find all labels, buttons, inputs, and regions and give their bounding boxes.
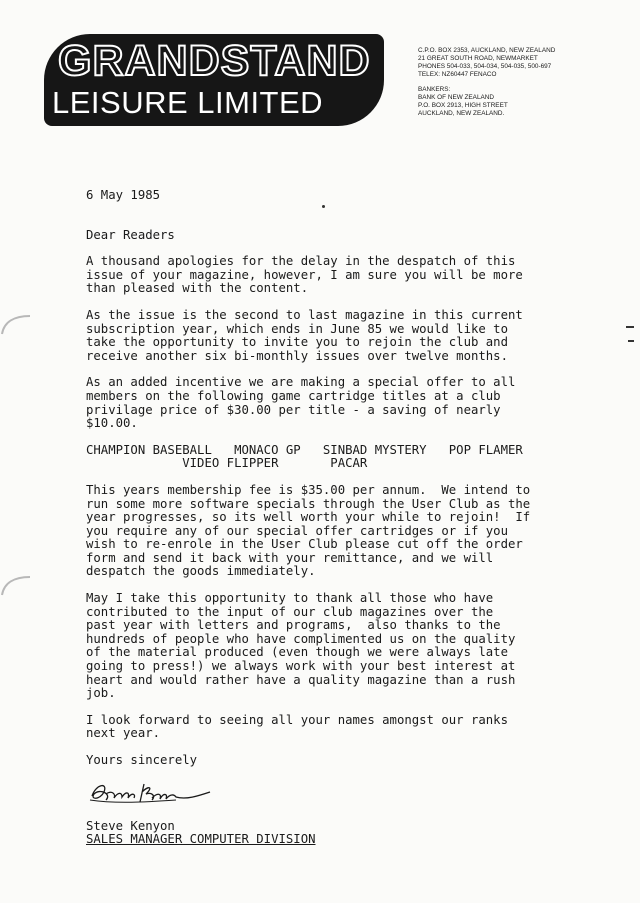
company-address (418, 47, 628, 118)
address-line: PHONES 504-033, 504-034, 504-035, 500-697 (418, 63, 552, 70)
binder-hole-mark (0, 312, 30, 336)
signer-title: SALES MANAGER COMPUTER DIVISION (86, 832, 316, 847)
company-logo (44, 34, 384, 126)
logo-brand-bottom: LEISURE LIMITED (52, 85, 324, 120)
letter-date: 6 May 1985 (86, 188, 161, 202)
paragraph-look-forward: I look forward to seeing all your names amongst our ranks next year. (86, 712, 508, 741)
paragraph-rejoin: As the issue is the second to last magazine in this current subscription year, which ends in June 85 we would like to take the opportunity to invite you to rejoin the club and receive another six bi-monthly issues over twelve months. (86, 307, 523, 363)
salutation: Dear Readers (86, 227, 175, 242)
handwritten-signature (86, 770, 586, 816)
binder-hole-mark (0, 573, 30, 597)
scan-speck (628, 340, 634, 342)
scan-speck (322, 205, 325, 208)
address-line: TELEX: NZ60447 FENACO (418, 71, 497, 78)
banker-line: BANKERS: (418, 86, 451, 93)
paragraph-offer: As an added incentive we are making a special offer to all members on the following game cartridge titles at a club privilage price of $30.00 per title - a saving of nearly $10.00. (86, 375, 516, 431)
banker-line: AUCKLAND, NEW ZEALAND. (418, 110, 505, 117)
signer-name: Steve Kenyon (86, 818, 175, 833)
address-line: C.P.O. BOX 2353, AUCKLAND, NEW ZEALAND (418, 47, 556, 54)
banker-line: P.O. BOX 2913, HIGH STREET (418, 102, 508, 109)
address-line: 21 GREAT SOUTH ROAD, NEWMARKET (418, 55, 538, 62)
cartridge-titles: CHAMPION BASEBALL MONACO GP SINBAD MYSTERY POP FLAMER VIDEO FLIPPER PACAR (86, 442, 523, 471)
scan-speck (626, 326, 634, 328)
closing: Yours sincerely (86, 753, 198, 767)
paragraph-thanks: May I take this opportunity to thank all those who have contributed to the input of our club magazines over the past year with letters and programs, also thanks to the hundreds of people who have complimented us on the quality of the material produced (even though we were always late going to press!) we always work with your best interest at heart and would rather have a quality magazine than a rush job. (86, 591, 516, 701)
letter-body (86, 189, 586, 847)
paragraph-membership-fee: This years membership fee is $35.00 per annum. We intend to run some more software specials through the User Club as the year progresses, so its well worth your while to rejoin! If you require any of our special offer cartridges or if you wish to re-enrole in the User Club please cut off the order form and send it back with your remittance, and we will despatch the goods immediately. (86, 482, 531, 579)
paragraph-apology: A thousand apologies for the delay in the despatch of this issue of your magazine, however, I am sure you will be more than pleased with the content. (86, 254, 523, 296)
logo-brand-top: GRANDSTAND (58, 37, 371, 85)
banker-line: BANK OF NEW ZEALAND (418, 94, 494, 101)
